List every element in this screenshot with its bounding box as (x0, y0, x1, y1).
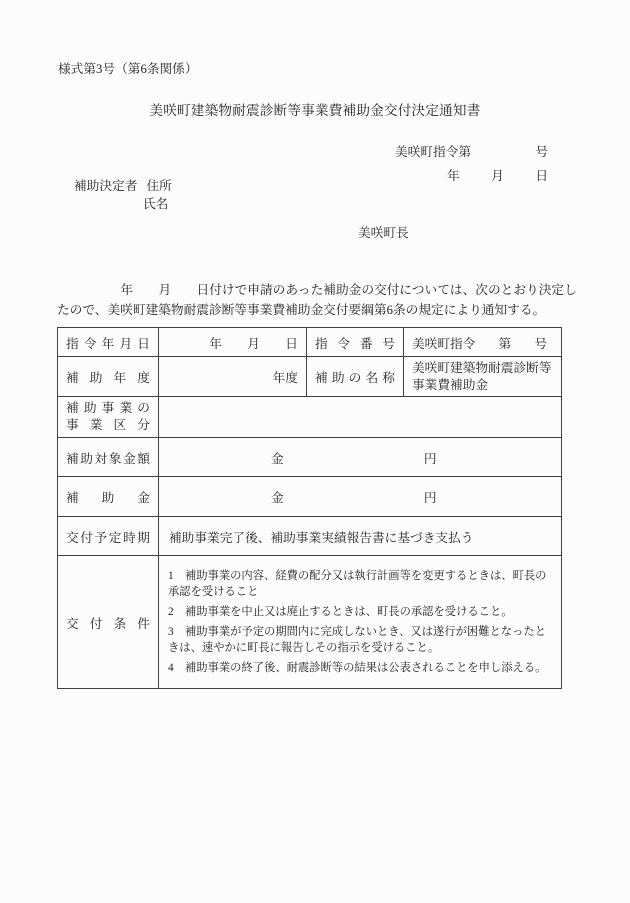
subsidy-amount-kin: 金 (271, 491, 284, 505)
recipient-address-line (74, 177, 172, 195)
subsidy-name-label-cell: 補助の名称 (307, 357, 404, 397)
eligible-amount-value-cell (159, 438, 562, 477)
directive-date-value-cell: 年 月 日 (159, 328, 307, 357)
subsidy-amount-value-cell (159, 477, 562, 517)
table-row-project-category (58, 397, 562, 438)
eligible-amount-kin: 金 (271, 451, 284, 466)
project-category-label-cell (58, 397, 159, 438)
table-row-grant-conditions (58, 556, 562, 689)
subsidy-name-value-cell: 美咲町建築物耐震診断等事業費補助金 (404, 357, 562, 397)
grant-condition-item-3: 3 補助事業が予定の期間内に完成しないとき、又は遂行が困難となったときは、速やかに町長に報告しその指示を受けること。 (168, 626, 546, 654)
directive-number-line (395, 141, 548, 160)
subsidy-amount-label-cell: 補助金 (58, 477, 159, 517)
form-number: 様式第3号（第6条関係） (58, 62, 198, 76)
directive-number-prefix: 美咲町指令第 (395, 145, 472, 159)
fiscal-year-value-cell: 年度 (159, 357, 307, 397)
recipient-block (74, 177, 172, 213)
grant-condition-item-4: 4 補助事業の終了後、耐震診断等の結果は公表されることを申し添える。 (168, 662, 547, 674)
issuer-mayor-name: 美咲町長 (358, 226, 409, 240)
fiscal-year-label-cell: 補助年度 (58, 357, 159, 397)
body-paragraph (57, 281, 577, 320)
project-category-label-line1: 補助事業の (66, 401, 150, 415)
eligible-amount-yen: 円 (423, 451, 437, 466)
subsidy-amount-yen: 円 (423, 491, 437, 505)
directive-date-line (395, 165, 548, 184)
directive-number-block (395, 141, 548, 184)
date-day-label: 日 (535, 169, 548, 183)
body-paragraph-line2: たので、美咲町建築物耐震診断等事業費補助金交付要綱第6条の規定により通知する。 (57, 302, 546, 317)
grant-condition-item-2: 2 補助事業を中止又は廃止するときは、町長の承認を受けること。 (168, 606, 513, 618)
project-category-label-line2: 事業区分 (66, 418, 150, 432)
decision-table (57, 327, 562, 689)
directive-number-suffix: 号 (535, 145, 548, 159)
payment-timing-label-cell: 交付予定時期 (58, 517, 159, 556)
recipient-label: 補助決定者 (74, 179, 138, 193)
recipient-name-label: 氏名 (143, 197, 169, 211)
date-year-label: 年 (447, 169, 460, 183)
directive-no-label-cell: 指令番号 (307, 328, 404, 357)
directive-no-value-prefix: 美咲町指令 (412, 336, 476, 351)
directive-no-value-cell (404, 328, 562, 357)
directive-date-label-cell: 指令年月日 (58, 328, 159, 357)
table-row-payment-timing (58, 517, 562, 556)
payment-timing-value-cell: 補助事業完了後、補助事業実績報告書に基づき支払う (159, 517, 562, 556)
directive-no-value-dai: 第 (498, 336, 512, 351)
project-category-value-cell (159, 397, 562, 438)
eligible-amount-label-cell: 補助対象金額 (58, 438, 159, 477)
grant-conditions-label-cell: 交付条件 (58, 556, 159, 689)
table-row-eligible-amount (58, 438, 562, 477)
document-title: 美咲町建築物耐震診断等事業費補助金交付決定通知書 (149, 103, 481, 118)
date-month-label: 月 (491, 169, 504, 183)
recipient-address-label: 住所 (146, 179, 172, 193)
table-row-subsidy-amount (58, 477, 562, 517)
body-paragraph-line1: 年 月 日付けで申請のあった補助金の交付については、次のとおり決定し (57, 283, 577, 297)
directive-no-value-go: 号 (534, 336, 547, 351)
grant-condition-item-1: 1 補助事業の内容、経費の配分又は執行計画等を変更するときは、町長の承認を受けること (168, 570, 547, 598)
table-row-fiscal-year (58, 357, 562, 397)
table-row-directive-date (58, 328, 562, 357)
grant-conditions-value-cell (159, 556, 562, 689)
